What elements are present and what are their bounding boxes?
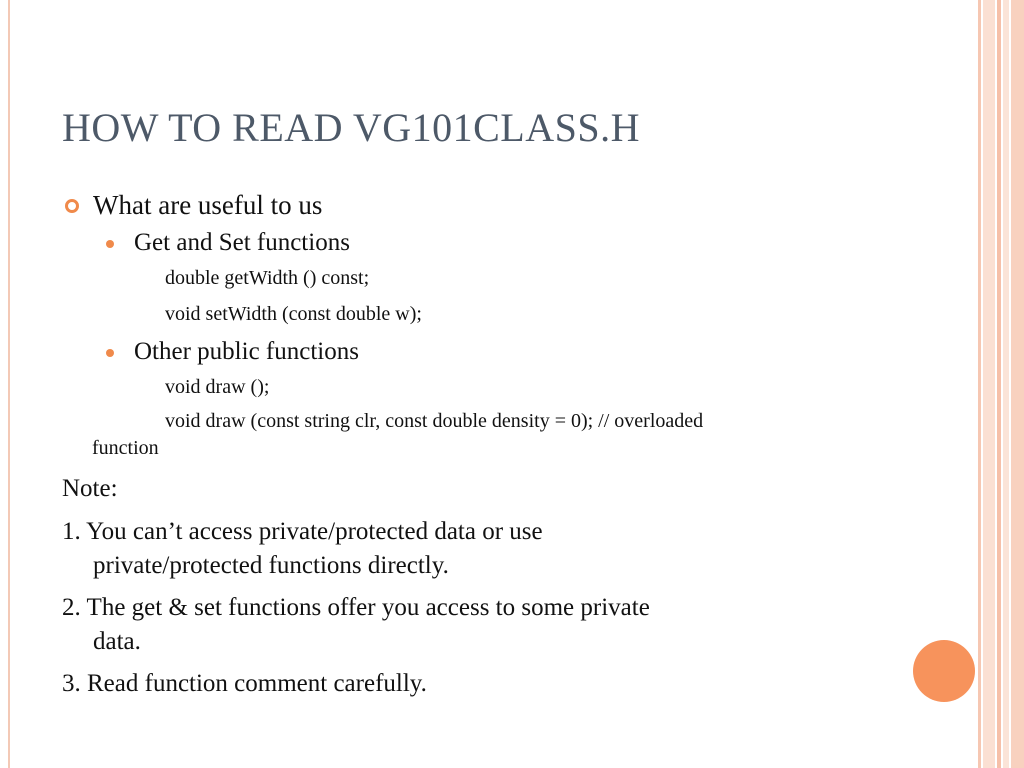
code-line-continuation: function <box>92 437 159 459</box>
code-line-getwidth: double getWidth () const; <box>165 267 370 289</box>
subbullet-text: Get and Set functions <box>134 229 350 256</box>
right-decorative-stripes <box>978 0 1024 768</box>
left-border-rule <box>8 0 10 768</box>
note-text: 1. You can’t access private/protected data or use <box>62 518 543 545</box>
dot-bullet-icon <box>106 349 114 357</box>
code-line-setwidth: void setWidth (const double w); <box>165 303 422 325</box>
note-item-1 <box>62 515 882 583</box>
stripe <box>997 0 1001 768</box>
note-text: 2. The get & set functions offer you access to some private <box>62 594 650 621</box>
subbullet-get-set <box>62 226 882 263</box>
bullet-useful <box>62 186 882 226</box>
decorative-orange-circle <box>913 640 975 702</box>
note-label: Note: <box>62 475 118 502</box>
note-text: 3. Read function comment carefully. <box>62 670 427 697</box>
slide-title: HOW TO READ VG101CLASS.H <box>62 105 640 150</box>
code-line-draw: void draw (); <box>165 376 270 398</box>
code-line-part: void draw (const string clr, const double density = 0); // overloaded <box>165 410 704 432</box>
ring-bullet-icon <box>65 199 79 213</box>
note-text-continuation: private/protected functions directly. <box>93 552 449 579</box>
dot-bullet-icon <box>106 240 114 248</box>
subbullet-other-public <box>62 335 882 372</box>
subbullet-text: Other public functions <box>134 338 359 365</box>
slide-body <box>62 186 882 701</box>
stripe <box>1011 0 1024 768</box>
stripe <box>978 0 981 768</box>
note-item-3 <box>62 667 882 701</box>
stripe <box>983 0 995 768</box>
note-item-2 <box>62 591 882 659</box>
code-line-draw-overloaded <box>62 408 882 462</box>
bullet-text: What are useful to us <box>93 190 323 220</box>
stripe <box>1003 0 1009 768</box>
note-text-continuation: data. <box>93 628 141 655</box>
